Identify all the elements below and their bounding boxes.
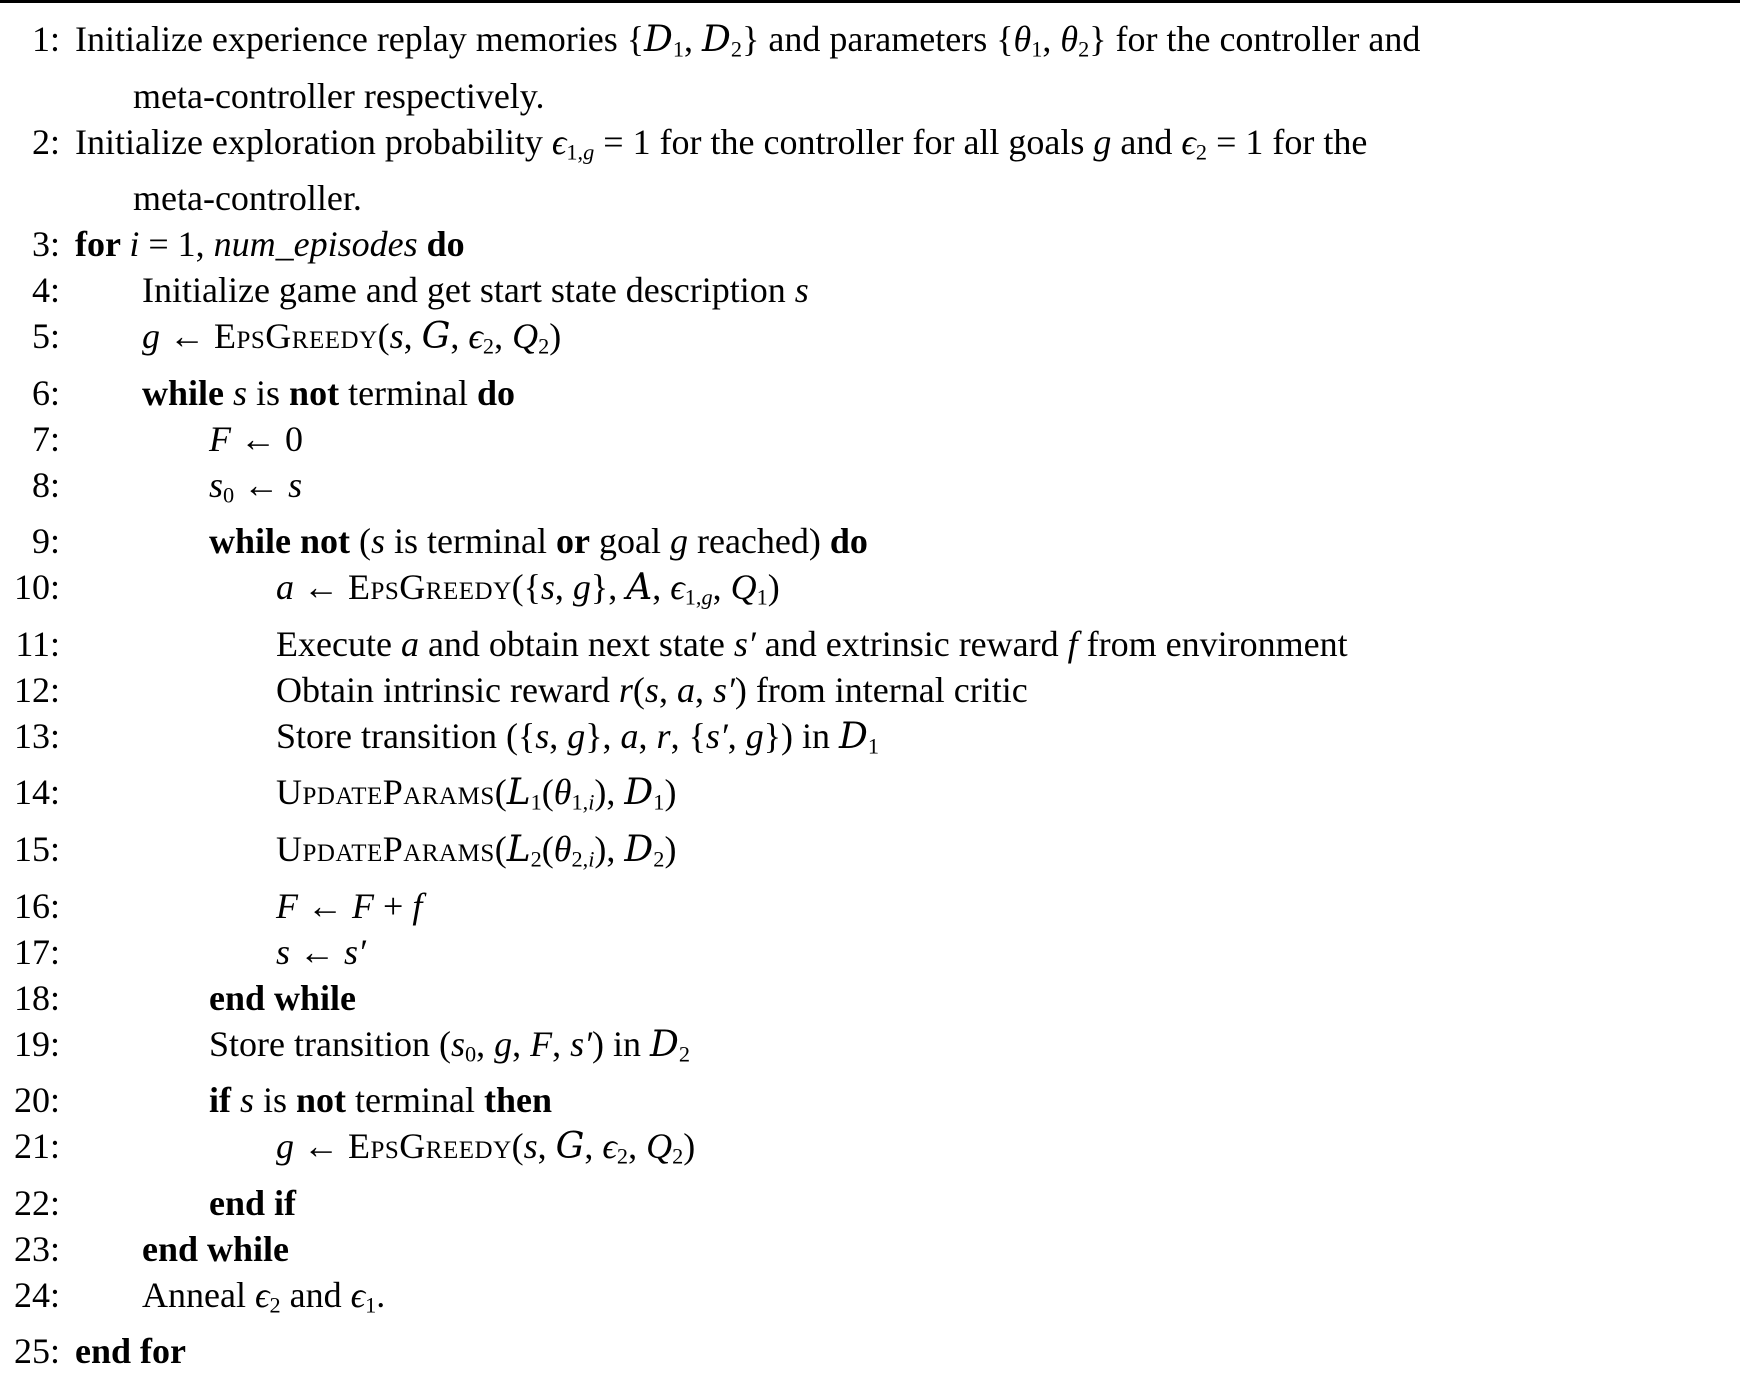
algorithm-line — [0, 713, 1740, 770]
line-content: g ← EpsGreedy(s, G, $\epsilon_2$, $Q_2$) — [142, 316, 562, 359]
line-content: Initialize game and get start state description s — [142, 270, 809, 311]
line-content: if s is not terminal then — [209, 1080, 553, 1121]
line-number: 14: — [13, 772, 60, 813]
line-number: 7: — [31, 418, 60, 459]
algorithm-line — [0, 416, 1740, 462]
line-content: end while — [209, 977, 357, 1018]
algorithm-line — [0, 16, 1740, 119]
line-number: 20: — [13, 1080, 60, 1121]
line-content: Execute a and obtain next state s′ and extrinsic reward f from environment — [276, 623, 1348, 664]
line-number: 22: — [13, 1182, 60, 1223]
line-number: 2: — [31, 121, 60, 162]
line-number: 18: — [13, 977, 60, 1018]
line-number: 9: — [31, 521, 60, 562]
line-content: g ← EpsGreedy(s, G, $\epsilon_2$, $Q_2$) — [276, 1126, 696, 1169]
line-number: 17: — [13, 931, 60, 972]
line-number: 15: — [13, 829, 60, 870]
line-number: 16: — [13, 885, 60, 926]
line-number: 11: — [15, 623, 60, 664]
line-content: end while — [142, 1228, 290, 1269]
line-content: F ← F + f — [276, 885, 423, 926]
algorithm-line — [0, 564, 1740, 621]
line-content: while s is not terminal do — [142, 372, 516, 413]
algorithm-listing — [0, 3, 1740, 1374]
line-number: 19: — [13, 1023, 60, 1064]
line-content: end if — [209, 1182, 297, 1223]
algorithm-line — [0, 1077, 1740, 1123]
algorithm-line — [0, 975, 1740, 1021]
line-content: Anneal $\epsilon_2$ and $\epsilon_1$. — [142, 1274, 386, 1318]
line-number: 12: — [13, 669, 60, 710]
line-content: Initialize experience replay memories {$D_1$, $D_2$} and parameters {$\theta_1$, $\theta_2$} for the controller and meta-controller respectively. — [75, 19, 1421, 116]
line-number: 21: — [13, 1126, 60, 1167]
line-content: while not (s is terminal or goal g reached) do — [209, 521, 868, 562]
line-number: 10: — [13, 567, 60, 608]
algorithm-line — [0, 883, 1740, 929]
line-content: $UpdateParams(L_1(\theta_{1,i})$, $D_1$) — [276, 772, 677, 816]
algorithm-line — [0, 929, 1740, 975]
algorithm-line — [0, 1328, 1740, 1374]
algorithm-line — [0, 221, 1740, 267]
line-number: 3: — [31, 224, 60, 265]
algorithm-line — [0, 1226, 1740, 1272]
algorithm-line — [0, 769, 1740, 826]
algorithm-line — [0, 1180, 1740, 1226]
line-content: s ← s′ — [276, 931, 366, 972]
line-number: 4: — [31, 270, 60, 311]
line-number: 13: — [13, 715, 60, 756]
line-number: 23: — [13, 1228, 60, 1269]
line-number: 25: — [13, 1331, 60, 1372]
line-content: end for — [75, 1331, 186, 1372]
line-content: Obtain intrinsic reward r(s, a, s′) from internal critic — [276, 669, 1028, 710]
line-number: 6: — [31, 372, 60, 413]
algorithm-line — [0, 313, 1740, 370]
algorithm-line — [0, 1123, 1740, 1180]
algorithm-line — [0, 370, 1740, 416]
line-number: 24: — [13, 1274, 60, 1315]
line-content: F ← 0 — [209, 418, 303, 459]
line-number: 5: — [31, 316, 60, 357]
algorithm-line — [0, 119, 1740, 222]
algorithm-line — [0, 621, 1740, 667]
line-content: $UpdateParams(L_2(\theta_{2,i})$, $D_2$) — [276, 829, 677, 872]
line-content: Store transition ({s, g}, a, r, {s′, g}) in $D_1$ — [276, 715, 880, 759]
algorithm-line — [0, 667, 1740, 713]
algorithm-line — [0, 1272, 1740, 1329]
line-content: a ← EpsGreedy({s, g}, A, $\epsilon_{1,g}$, $Q_1$) — [276, 567, 780, 610]
line-content: Initialize exploration probability $\epsilon_{1,g} = 1$ for the controller for all goals g and $\epsilon_2 = 1$ for the meta-controller. — [75, 121, 1368, 219]
algorithm-line — [0, 267, 1740, 313]
line-content: for i = 1, num_episodes do — [75, 224, 465, 265]
algorithm-line — [0, 518, 1740, 564]
line-number: 1: — [31, 19, 60, 59]
algorithm-line — [0, 826, 1740, 883]
line-content: Store transition ($s_0$, g, F, s′) in $D_2$ — [209, 1023, 691, 1067]
algorithm-line — [0, 1021, 1740, 1078]
algorithm-line — [0, 462, 1740, 519]
line-content: $s_0$ ← s — [209, 464, 303, 508]
line-number: 8: — [31, 464, 60, 505]
